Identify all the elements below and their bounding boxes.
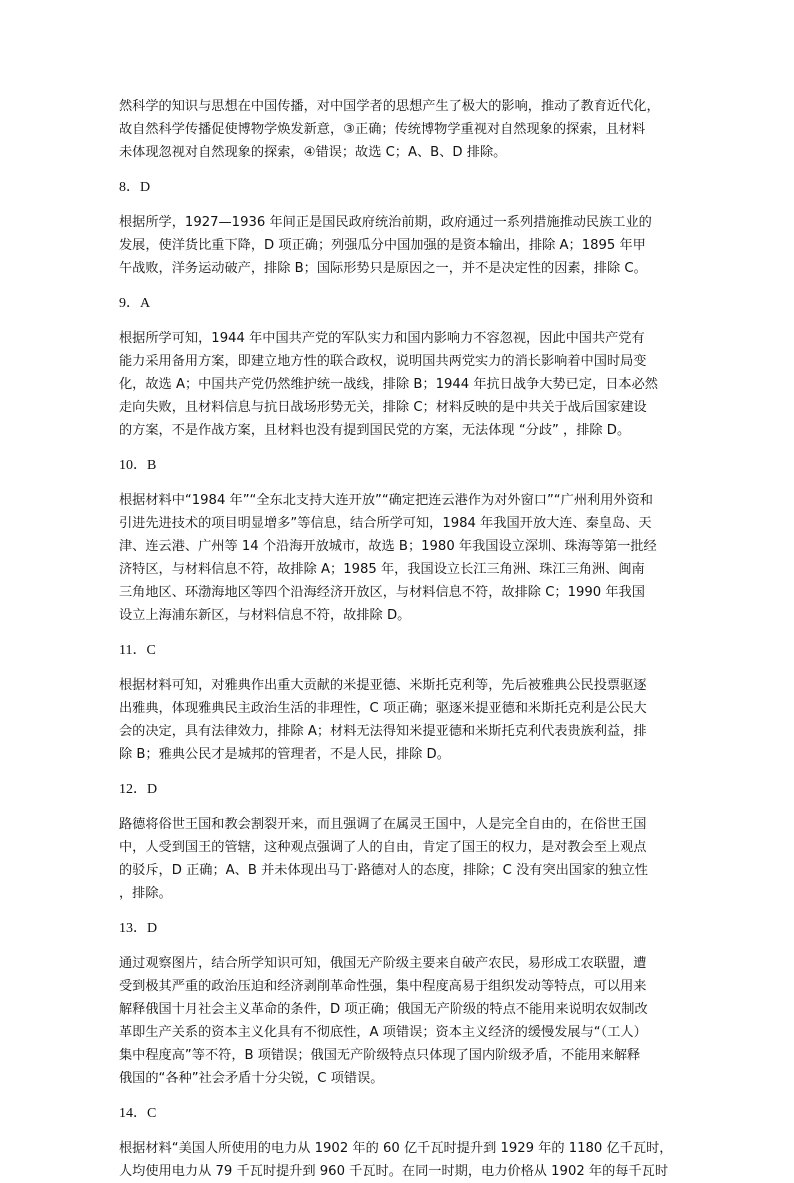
text-line: 根据所学可知，1944 年中国共产党的军队实力和国内影响力不容忽视，因此中国共产党有: [119, 331, 645, 346]
text-line: 午战败，洋务运动破产，排除 B；国际形势只是原因之一，并不是决定性的因素，排除 C。: [119, 261, 647, 276]
text-line: 济特区，与材料信息不符，故排除 A；1985 年，我国设立长江三角洲、珠江三角洲、闽南: [119, 562, 645, 577]
answer-number-13: 13．D: [119, 921, 158, 936]
text-line: 未体现忽视对自然现象的探索，④错误；故选 C；A、B、D 排除。: [119, 145, 507, 160]
answer-number-11: 11．C: [119, 643, 156, 658]
text-line: 化，故选 A；中国共产党仍然维护统一战线，排除 B；1944 年抗日战争大势已定，日本必然: [119, 377, 658, 392]
answer-number-8: 8．D: [119, 180, 151, 195]
explanation-11: [119, 674, 679, 766]
text-line: 解释俄国十月社会主义革命的条件，D 项正确；俄国无产阶级的特点不能用来说明农奴制改: [119, 1002, 648, 1017]
text-line: ，排除。: [119, 886, 172, 901]
explanation-7-continued: [119, 95, 679, 164]
text-line: 引进先进技术的项目明显增多”等信息，结合所学可知，1984 年我国开放大连、秦皇岛、天: [119, 516, 652, 531]
text-line: 的方案，不是作战方案，且材料也没有提到国民党的方案，无法体现 “分歧” ，排除 D。: [119, 423, 631, 438]
text-line: 俄国的“各种”社会矛盾十分尖锐，C 项错误。: [119, 1071, 384, 1086]
text-line: 根据所学，1927—1936 年间正是国民政府统治前期，政府通过一系列措施推动民族工业的: [119, 215, 652, 230]
text-line: 通过观察图片，结合所学知识可知，俄国无产阶级主要来自破产农民，易形成工农联盟，遭: [119, 956, 647, 971]
text-line: 的驳斥，D 正确；A、B 并未体现出马丁·路德对人的态度，排除；C 没有突出国家的独立性: [119, 863, 648, 878]
text-line: 三角地区、环渤海地区等四个沿海经济开放区，与材料信息不符，故排除 C；1990 年我国: [119, 585, 645, 600]
text-line: 集中程度高”等不符，B 项错误；俄国无产阶级特点只体现了国内阶级矛盾，不能用来解释: [119, 1048, 641, 1063]
text-line: 受到极其严重的政治压迫和经济剥削革命性强，集中程度高易于组织发动等特点，可以用来: [119, 979, 647, 994]
text-line: 津、连云港、广州等 14 个沿海开放城市，故选 B；1980 年我国设立深圳、珠海等第一批经: [119, 539, 657, 554]
text-line: 故自然科学传播促使博物学焕发新意，③正确；传统博物学重视对自然现象的探索，且材料: [119, 122, 646, 137]
answer-number-12: 12．D: [119, 782, 158, 797]
text-line: 人均使用电力从 79 千瓦时提升到 960 千瓦时。在同一时期，电力价格从 1902 年的每千瓦时: [119, 1164, 669, 1179]
explanation-9: [119, 327, 679, 442]
text-line: 路德将俗世王国和教会割裂开来，而且强调了在属灵王国中，人是完全自由的，在俗世王国: [119, 817, 647, 832]
answer-number-14: 14．C: [119, 1106, 157, 1121]
text-line: 中，人受到国王的管辖，这种观点强调了人的自由，肯定了国王的权力，是对教会至上观点: [119, 840, 647, 855]
text-line: 能力采用备用方案，即建立地方性的联合政权，说明国共两党实力的消长影响着中国时局变: [119, 354, 647, 369]
text-line: 除 B；雅典公民才是城邦的管理者，不是人民，排除 D。: [119, 747, 450, 762]
explanation-10: [119, 489, 679, 627]
text-line: 革即生产关系的资本主义化具有不彻底性，A 项错误；资本主义经济的缓慢发展与“（工人）: [119, 1025, 647, 1040]
text-line: 根据材料“美国人所使用的电力从 1902 年的 60 亿千瓦时提升到 1929 年的 1180 亿千瓦时，: [119, 1141, 673, 1156]
text-line: 发展，使洋货比重下降，D 项正确；列强瓜分中国加强的是资本输出，排除 A；1895 年甲: [119, 238, 646, 253]
text-line: 会的决定，具有法律效力，排除 A；材料无法得知米提亚德和米斯托克利代表贵族利益，排: [119, 724, 647, 739]
answer-number-9: 9．A: [119, 296, 151, 311]
explanation-8: [119, 211, 679, 280]
text-line: 根据材料中“1984 年”“全东北支持大连开放”“确定把连云港作为对外窗口”“广州利用外资和: [119, 493, 653, 508]
explanation-12: [119, 813, 679, 905]
answer-explanations: [119, 95, 679, 1183]
text-line: 设立上海浦东新区，与材料信息不符，故排除 D。: [119, 608, 411, 623]
answer-number-10: 10．B: [119, 458, 157, 473]
text-line: 然科学的知识与思想在中国传播，对中国学者的思想产生了极大的影响，推动了教育近代化，: [119, 99, 660, 114]
text-line: 走向失败，且材料信息与抗日战场形势无关，排除 C；材料反映的是中共关于战后国家建设: [119, 400, 647, 415]
text-line: 出雅典，体现雅典民主政治生活的非理性，C 项正确；驱逐米提亚德和米斯托克利是公民大: [119, 701, 647, 716]
text-line: 根据材料可知，对雅典作出重大贡献的米提亚德、米斯托克利等，先后被雅典公民投票驱逐: [119, 678, 647, 693]
explanation-14: [119, 1137, 679, 1183]
explanation-13: [119, 952, 679, 1090]
